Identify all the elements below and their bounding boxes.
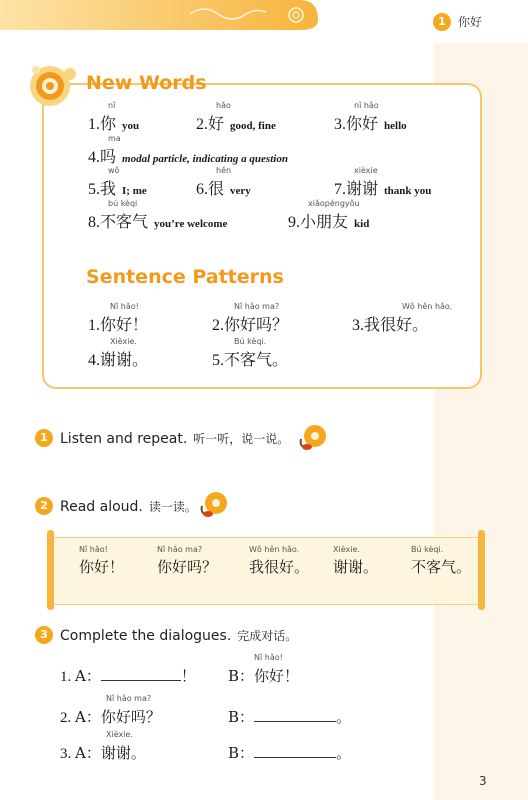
read-aloud-hanzi: 你好吗？ <box>157 558 218 576</box>
activity-2-title-en: Read aloud. <box>60 499 143 515</box>
activity-2-title-zh: 读一读。 <box>148 500 197 514</box>
audio-disc-icon[interactable] <box>298 423 328 451</box>
dialogue-number: 2. <box>60 710 72 726</box>
pattern-pinyin: Nǐ hǎo ma? <box>234 302 280 311</box>
read-aloud-hanzi: 你好！ <box>79 558 125 576</box>
dialogue-number: 3. <box>60 746 72 762</box>
pattern-pinyin: Nǐ hǎo! <box>110 302 139 311</box>
vocab-meaning: very <box>230 185 251 197</box>
dialogue-a-tail: ！ <box>180 667 196 685</box>
read-aloud-item <box>249 545 309 577</box>
vocab-meaning: modal particle, indicating a question <box>122 153 288 165</box>
vocab-pinyin: xièxie <box>354 166 378 175</box>
vocab-meaning: hello <box>384 120 407 132</box>
pattern-number: 3. <box>352 317 364 334</box>
scroll-rod-left <box>47 530 54 610</box>
vocab-row <box>334 176 431 199</box>
vocab-meaning: you <box>122 120 140 132</box>
vocab-hanzi: 吗 <box>100 147 117 166</box>
vocab-pinyin: nǐ hǎo <box>354 101 379 110</box>
activity-3-title <box>60 627 297 644</box>
vocab-number: 5. <box>88 181 100 198</box>
vocab-pinyin: wǒ <box>108 166 120 175</box>
pattern-row <box>352 312 428 335</box>
dialogue-a-label: A： <box>75 667 101 685</box>
vocab-meaning: kid <box>354 218 370 230</box>
read-aloud-hanzi: 我很好。 <box>249 558 310 576</box>
vocab-pinyin: xiǎopéngyǒu <box>308 199 360 208</box>
vocab-hanzi: 你 <box>100 114 117 133</box>
read-aloud-pinyin: Wǒ hěn hǎo. <box>249 545 300 554</box>
pattern-pinyin: Bú kèqi. <box>234 337 267 346</box>
activity-3-title-zh: 完成对话。 <box>237 629 298 643</box>
pattern-hanzi: 你好！ <box>100 315 149 334</box>
vocab-hanzi: 我 <box>100 179 117 198</box>
vocab-pinyin: nǐ <box>108 101 116 110</box>
activity-2-title <box>60 498 197 515</box>
lesson-title: 你好 <box>458 15 483 29</box>
read-aloud-pinyin: Nǐ hǎo! <box>79 545 108 554</box>
vocab-hanzi: 你好 <box>346 114 379 133</box>
pattern-number: 2. <box>212 317 224 334</box>
dialogue-b-pinyin: Nǐ hǎo! <box>254 653 283 662</box>
vocab-meaning: I; me <box>122 185 147 197</box>
new-words-heading: New Words <box>86 72 207 94</box>
dialogue-b <box>228 706 351 727</box>
read-aloud-item <box>411 545 471 577</box>
vocab-row <box>88 176 147 199</box>
scroll-rod-right <box>478 530 485 610</box>
dialogue-a-pinyin: Xièxie. <box>106 730 133 739</box>
vocab-number: 6. <box>196 181 208 198</box>
pattern-hanzi: 你好吗？ <box>224 315 289 334</box>
dialogue-b-tail: 。 <box>336 744 352 762</box>
page-number: 3 <box>479 774 487 788</box>
sentence-patterns-heading: Sentence Patterns <box>86 266 284 288</box>
vocab-row <box>196 176 251 199</box>
dialogue-a-pinyin: Nǐ hǎo ma? <box>106 694 152 703</box>
vocab-number: 3. <box>334 116 346 133</box>
read-aloud-hanzi: 不客气。 <box>411 558 472 576</box>
dialogue-a <box>60 742 146 763</box>
activity-2-number: 2 <box>35 497 53 515</box>
dialogue-b <box>228 742 351 763</box>
vocab-pinyin: ma <box>108 134 121 143</box>
pattern-hanzi: 不客气。 <box>224 350 289 369</box>
activity-1-title <box>60 430 289 447</box>
dialogue-b-label: B： <box>228 708 255 726</box>
vocab-pinyin: hǎo <box>216 101 231 110</box>
vocab-meaning: thank you <box>384 185 432 197</box>
pattern-hanzi: 我很好。 <box>364 315 429 334</box>
pattern-pinyin: Wǒ hěn hǎo. <box>402 302 453 311</box>
pattern-row <box>88 312 148 335</box>
read-aloud-pinyin: Xièxie. <box>333 545 360 554</box>
dialogue-b <box>228 665 299 686</box>
vocab-row <box>196 111 276 134</box>
dialogue-a-text: 谢谢。 <box>100 744 146 762</box>
read-aloud-item <box>79 545 124 577</box>
dialogue-a <box>60 665 196 686</box>
pattern-hanzi: 谢谢。 <box>100 350 149 369</box>
vocab-row <box>88 144 288 167</box>
read-aloud-hanzi: 谢谢。 <box>333 558 379 576</box>
vocab-hanzi: 很 <box>208 179 225 198</box>
activity-1-number: 1 <box>35 429 53 447</box>
answer-blank-b[interactable] <box>254 747 336 758</box>
vocab-pinyin: hěn <box>216 166 232 175</box>
vocab-number: 7. <box>334 181 346 198</box>
vocab-number: 1. <box>88 116 100 133</box>
read-aloud-pinyin: Nǐ hǎo ma? <box>157 545 203 554</box>
flower-logo-icon <box>26 60 84 110</box>
read-aloud-item <box>157 545 217 577</box>
vocab-hanzi: 不客气 <box>100 212 149 231</box>
pattern-number: 4. <box>88 352 100 369</box>
audio-disc-icon[interactable] <box>198 490 230 518</box>
pattern-number: 1. <box>88 317 100 334</box>
activity-3-number: 3 <box>35 626 53 644</box>
activity-1-title-en: Listen and repeat. <box>60 431 188 447</box>
read-aloud-pinyin: Bú kèqi. <box>411 545 444 554</box>
answer-blank-b[interactable] <box>254 711 336 722</box>
vocab-row <box>334 111 407 134</box>
pattern-row <box>212 347 288 370</box>
vocab-hanzi: 小朋友 <box>300 212 349 231</box>
vocab-number: 4. <box>88 149 100 166</box>
vocab-meaning: you’re welcome <box>154 218 228 230</box>
dialogue-a-label: A： <box>75 708 101 726</box>
dialogue-b-text: 你好！ <box>254 667 300 685</box>
answer-blank-a[interactable] <box>101 670 181 681</box>
pattern-number: 5. <box>212 352 224 369</box>
dialogue-b-label: B： <box>228 744 255 762</box>
vocab-number: 9. <box>288 214 300 231</box>
vocab-number: 2. <box>196 116 208 133</box>
pattern-row <box>88 347 148 370</box>
vocab-row <box>88 209 227 232</box>
read-aloud-item <box>333 545 378 577</box>
activity-3-title-en: Complete the dialogues. <box>60 628 232 644</box>
dialogue-b-tail: 。 <box>336 708 352 726</box>
pattern-row <box>212 312 288 335</box>
vocab-hanzi: 好 <box>208 114 225 133</box>
vocab-hanzi: 谢谢 <box>346 179 379 198</box>
dialogue-a-label: A： <box>75 744 101 762</box>
lesson-number-badge: 1 <box>433 13 451 31</box>
dialogue-a-text: 你好吗？ <box>100 708 161 726</box>
vocab-row <box>88 111 139 134</box>
vocab-pinyin: bú kèqi <box>108 199 138 208</box>
vocab-number: 8. <box>88 214 100 231</box>
dialogue-a <box>60 706 161 727</box>
dialogue-number: 1. <box>60 669 72 685</box>
dialogue-b-label: B： <box>228 667 255 685</box>
pattern-pinyin: Xièxie. <box>110 337 137 346</box>
activity-1-title-zh: 听一听，说一说。 <box>193 432 290 446</box>
vocab-row <box>288 209 369 232</box>
vocab-meaning: good, fine <box>230 120 276 132</box>
